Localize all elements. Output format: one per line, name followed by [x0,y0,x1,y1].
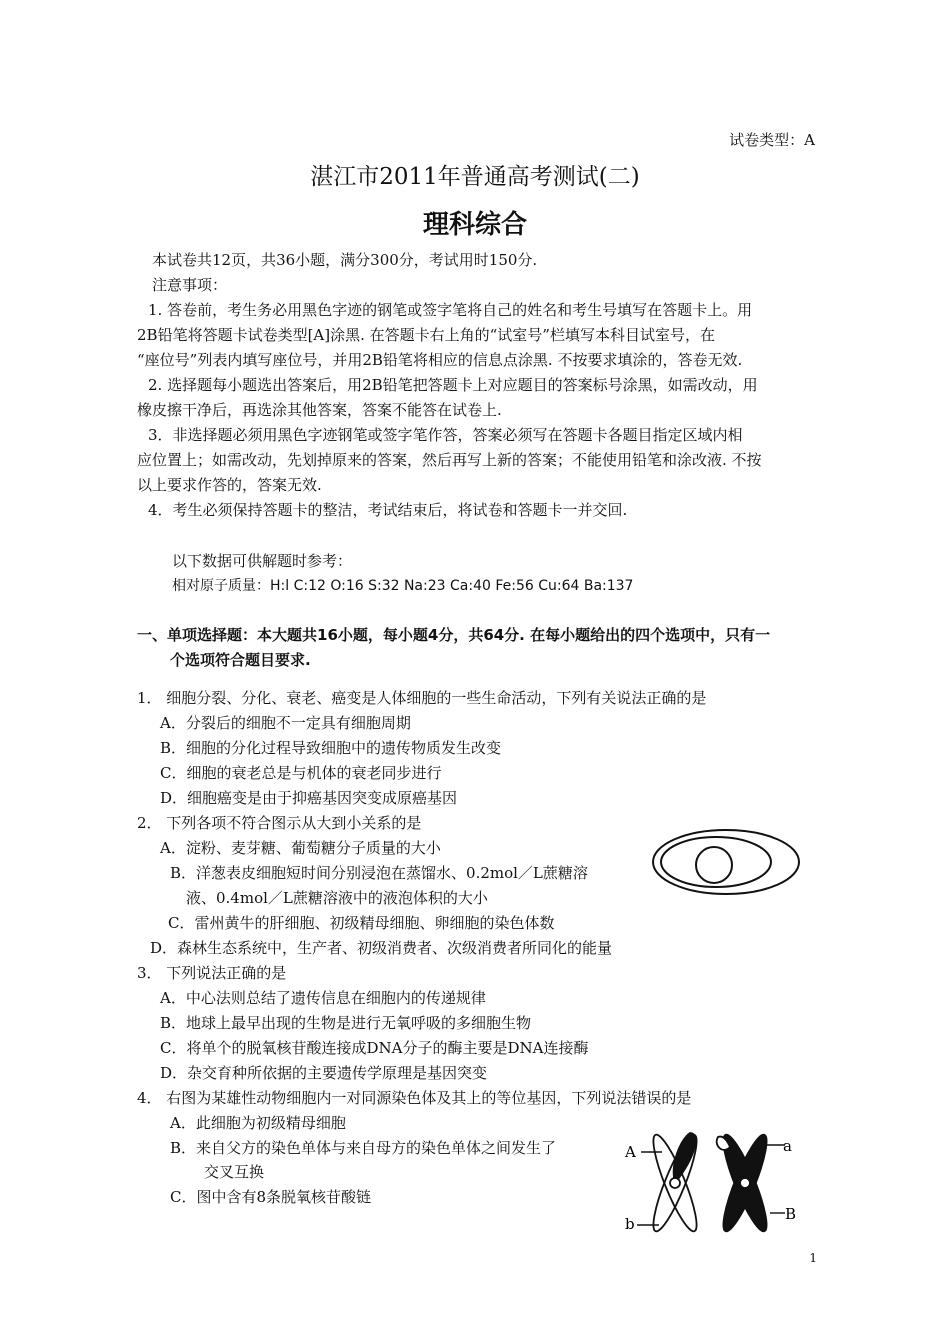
q2-option-b-line-1: B．洋葱表皮细胞短时间分别浸泡在蒸馏水、0.2mol／L蔗糖溶 [170,864,588,882]
q1-option-c: C．细胞的衰老总是与机体的衰老同步进行 [160,764,442,782]
subject-title: 理科综合 [422,210,527,240]
q4-option-a: A．此细胞为初级精母细胞 [170,1114,346,1132]
q2-option-c: C．雷州黄牛的肝细胞、初级精母细胞、卵细胞的染色体数 [168,914,555,932]
note-1-line-2: 2B铅笔将答题卡试卷类型[A]涂黑. 在答题卡右上角的“试室号”栏填写本科目试室号，在 [137,326,715,344]
q4-option-c: C．图中含有8条脱氧核苷酸链 [170,1188,372,1206]
q2-option-b-line-2: 液、0.4mol／L蔗糖溶液中的液泡体积的大小 [186,889,488,907]
note-3-line-1: 3．非选择题必须用黑色字迹钢笔或签字笔作答，答案必须写在答题卡各题目指定区域内相 [148,426,743,444]
q3-stem: 3． 下列说法正确的是 [137,964,287,982]
note-1-line-1: 1. 答卷前，考生务必用黑色字迹的钢笔或签字笔将自己的姓名和考生号填写在答题卡上。用 [148,301,753,319]
exam-summary: 本试卷共12页，共36小题，满分300分，考试用时150分. [152,251,538,269]
nested-ellipses-figure [648,825,808,900]
label-a: a [783,1137,792,1155]
label-B: B [785,1205,797,1223]
paper-type: 试卷类型：A [729,131,815,149]
label-b: b [625,1215,635,1233]
q1-stem: 1． 细胞分裂、分化、衰老、癌变是人体细胞的一些生命活动，下列有关说法正确的是 [137,689,707,707]
left-centromere [670,1178,680,1188]
inner-circle [696,847,732,883]
q4-option-b-line-2: 交叉互换 [204,1163,265,1181]
note-2-line-1: 2. 选择题每小题选出答案后，用2B铅笔把答题卡上对应题目的答案标号涂黑，如需改动，用 [148,376,758,394]
q3-option-b: B．地球上最早出现的生物是进行无氧呼吸的多细胞生物 [160,1014,532,1032]
atomic-masses: 相对原子质量：H:l C:12 O:16 S:32 Na:23 Ca:40 Fe:56 Cu:64 Ba:137 [172,578,634,594]
outer-ellipse [653,830,799,894]
note-2-line-2: 橡皮擦干净后，再选涂其他答案，答案不能答在试卷上. [137,401,502,419]
q1-option-d: D．细胞癌变是由于抑癌基因突变成原癌基因 [160,789,458,807]
note-3-line-3: 以上要求作答的，答案无效. [137,476,322,494]
q3-option-d: D．杂交育种所依据的主要遗传学原理是基因突变 [160,1064,488,1082]
middle-ellipse [661,837,771,887]
q4-stem: 4． 右图为某雄性动物细胞内一对同源染色体及其上的等位基因，下列说法错误的是 [137,1089,692,1107]
chromosome-figure [615,1125,815,1240]
exam-title: 湛江市2011年普通高考测试(二) [310,164,640,190]
note-3-line-2: 应位置上；如需改动，先划掉原来的答案，然后再写上新的答案；不能使用铅笔和涂改液. 不按 [137,451,762,469]
note-4: 4．考生必须保持答题卡的整洁，考试结束后，将试卷和答题卡一并交回. [148,501,628,519]
note-1-line-3: “座位号”列表内填写座位号，并用2B铅笔将相应的信息点涂黑. 不按要求填涂的，答卷无效. [137,351,743,369]
q2-stem: 2． 下列各项不符合图示从大到小关系的是 [137,814,422,832]
q4-option-b-line-1: B．来自父方的染色单体与来自母方的染色单体之间发生了 [170,1139,557,1157]
q1-option-b: B．细胞的分化过程导致细胞中的遗传物质发生改变 [160,739,502,757]
right-centromere [740,1178,750,1188]
q3-option-a: A．中心法则总结了遗传信息在细胞内的传递规律 [160,989,486,1007]
q3-option-c: C．将单个的脱氧核苷酸连接成DNA分子的酶主要是DNA连接酶 [160,1039,589,1057]
section-heading-line-1: 一、单项选择题：本大题共16小题，每小题4分，共64分. 在每小题给出的四个选项中，只有一 [137,626,771,644]
chromosome-right [716,1131,774,1235]
q1-option-a: A．分裂后的细胞不一定具有细胞周期 [160,714,411,732]
q2-option-a: A．淀粉、麦芽糖、葡萄糖分子质量的大小 [160,839,441,857]
left-chromatid-2-dark-arm [674,1133,696,1183]
reference-heading: 以下数据可供解题时参考： [172,552,353,570]
label-A: A [625,1143,636,1161]
page-number: 1 [809,1251,817,1265]
chromosome-left [646,1131,704,1235]
notes-heading: 注意事项： [152,276,228,294]
section-heading-line-2: 个选项符合题目要求. [170,651,311,669]
q2-option-d: D．森林生态系统中，生产者、初级消费者、次级消费者所同化的能量 [150,939,613,957]
